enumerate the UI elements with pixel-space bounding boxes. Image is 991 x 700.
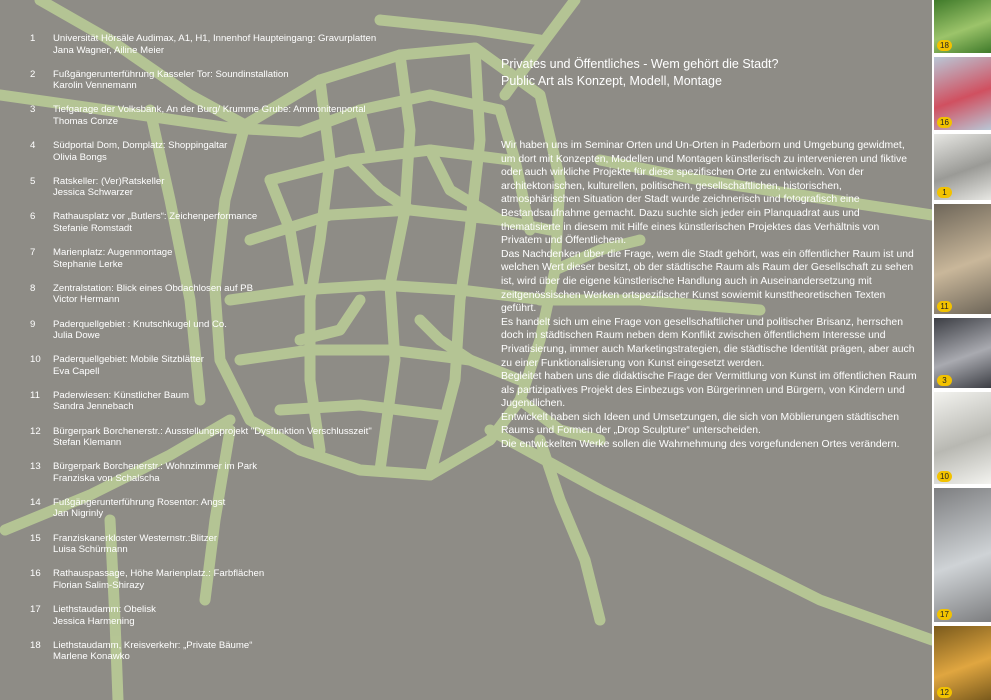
project-location: Südportal Dom, Domplatz: Shoppingaltar [53,140,228,152]
thumbnail-badge: 10 [937,471,952,482]
project-artist: Stephanie Lerke [53,258,123,270]
project-artist: Florian Salim-Shirazy [53,579,145,591]
project-location: Paderquellgebiet : Knutschkugel und Co. [53,318,227,330]
project-number: 15 [30,532,41,544]
project-artist: Julia Dowe [53,330,100,341]
paragraph: Wir haben uns im Seminar Orten und Un-Orten in Paderborn und Umgebung gewidmet, um dort mit Konzepten, Modellen und Montagen künstlerisch zu intervenieren und fiktive oder auch wirkliche Projekte für diese spezifischen Orte zu entwickeln. Von der architektonischen, kulturellen, politischen, gesellschaftlichen, historischen, atmosphärischen Situation der Stadt wurde zeichnerisch und fotografisch eine Bestandsaufnahme gemacht. Dazu suchte sich jeder ein Planquadrat aus und thematisierte in diesem mit Hilfe eines künstlerischen Projektes das Verhältnis von Privatem und Öffentlichem. [501,140,908,247]
project-number: 13 [30,461,41,473]
project-number: 8 [30,282,36,294]
project-number: 10 [30,354,41,366]
project-number: 1 [30,33,36,44]
map-street [540,440,600,620]
list-item [30,426,450,462]
intro-body [501,139,921,452]
title-line-2: Public Art als Konzept, Modell, Montage [501,73,722,88]
project-artist: Thomas Conze [53,115,119,127]
project-number: 7 [30,247,36,259]
project-artist: Jana Wagner, Ailine Meier [53,44,165,56]
thumbnail-photo [934,626,991,700]
project-artist: Stefanie Romstadt [53,222,132,234]
map-street [490,430,932,640]
project-artist: Jessica Schwarzer [53,187,133,199]
list-item [30,497,450,533]
list-item [30,568,450,604]
project-artist: Sandra Jennebach [53,401,134,413]
project-location: Fußgängerunterführung Kasseler Tor: Soundinstallation [53,68,289,80]
list-item [30,247,450,283]
project-location: Marienplatz: Augenmontage [53,247,173,259]
page-title [501,56,921,89]
thumbnail-photo [934,392,991,484]
thumbnail-badge: 11 [937,301,952,312]
project-number: 6 [30,211,36,223]
list-item [30,140,450,176]
list-item [30,461,450,497]
project-artist: Jan Nigrinly [53,508,104,520]
thumbnail-photo [934,488,991,622]
project-artist: Marlene Konawko [53,651,130,663]
project-number: 18 [30,639,41,651]
project-number: 9 [30,318,36,330]
thumbnail-photo [934,318,991,388]
project-artist: Victor Hermann [53,294,120,306]
paragraph: Begleitet haben uns die didaktische Frage der Vermittlung von Kunst im öffentlichen Raum als partizipatives Projekt des Einbezugs von Bürgerinnen und Bürgern, von Kindern und Jugendlichen. [501,371,917,410]
thumbnail-photo [934,134,991,200]
list-item [30,640,450,676]
project-artist: Eva Capell [53,365,100,377]
project-location: Liethstaudamm, Kreisverkehr: „Private Bäume“ [53,639,253,651]
thumbnail-badge: 17 [937,609,952,620]
project-number: 12 [30,425,41,437]
project-location: Bürgerpark Borchenerstr.: Wohnzimmer im Park [53,461,258,473]
project-location: Paderquellgebiet: Mobile Sitzblätter [53,354,204,366]
list-item [30,69,450,105]
project-location: Franziskanerkloster Westernstr.:Blitzer [53,532,218,544]
paragraph: Die entwickelten Werke sollen die Wahrnehmung des vorgefundenen Ortes verändern. [501,439,900,451]
project-location: Rathauspassage, Höhe Marienplatz.: Farbflächen [53,568,265,580]
list-item [30,33,450,69]
project-number: 2 [30,68,36,80]
list-item [30,211,450,247]
thumbnail-photo [934,57,991,130]
thumbnail-photo [934,204,991,314]
project-artist: Olivia Bongs [53,151,107,163]
project-number: 3 [30,104,36,116]
project-artist: Karolin Vennemann [53,80,137,92]
project-artist: Stefan Klemann [53,437,122,449]
project-location: Tiefgarage der Volksbank, An der Burg/ Krumme Grube: Ammonitenportal [53,104,366,116]
paragraph: Das Nachdenken über die Frage, wem die Stadt gehört, was ein öffentlicher Raum ist und welchen Wert dieser besitzt, ob der städtische Raum als Raum der Gesellschaft zu sehen ist, wird über die eigene künstlerische Handlung auch in Auseinandersetzung mit zeitgenössischen Werken ortspezifischer Kunst sowiemit kunsttheoretischen Texten geführt. [501,248,914,315]
list-item [30,176,450,212]
project-location: Rathausplatz vor „Butlers“: Zeichenperformance [53,211,258,223]
project-location: Liethstaudamm: Obelisk [53,604,156,615]
title-line-1: Privates und Öffentliches - Wem gehört die Stadt? [501,57,779,71]
project-list [30,33,450,675]
list-item [30,104,450,140]
project-artist: Jessica Harmening [53,615,135,627]
paragraph: Entwickelt haben sich Ideen und Umsetzungen, die sich von Möblierungen städtischen Raums und Formen der „Drop Sculpture“ unterscheiden. [501,411,899,437]
thumbnail-badge: 12 [937,687,952,698]
thumbnail-badge: 1 [937,187,952,198]
project-location: Universität Hörsäle Audimax, A1, H1, Innenhof Haupteingang: Gravurplatten [53,33,377,44]
list-item [30,319,450,355]
project-artist: Franziska von Schalscha [53,472,160,484]
project-number: 16 [30,568,41,580]
project-number: 4 [30,140,36,152]
list-item [30,354,450,390]
thumbnail-photo [934,0,991,53]
list-item [30,533,450,569]
thumbnail-strip [932,0,991,700]
project-location: Zentralstation: Blick eines Obdachlosen auf PB [53,282,253,294]
project-location: Ratskeller: (Ver)Ratskeller [53,175,165,187]
thumbnail-badge: 3 [937,375,952,386]
project-number: 11 [30,389,40,401]
project-number: 5 [30,175,36,187]
paragraph: Es handelt sich um eine Frage von gesellschaftlicher und politischer Brisanz, herrschen doch im städtischen Raum neben dem Konflikt zwischen öffentlichem Interesse und Privatisierung, immer auch Marketingstrategien, die städtische Identität prägen, aber auch zu einer Funktionalisierung von Kunst eingesetzt werden. [501,316,915,369]
list-item [30,604,450,640]
project-number: 14 [30,496,41,508]
project-location: Paderwiesen: Künstlicher Baum [53,389,189,401]
list-item [30,390,450,426]
project-location: Fußgängerunterführung Rosentor: Angst [53,496,226,508]
project-location: Bürgerpark Borchenerstr.: Ausstellungsprojekt "Dysfunktion Verschlusszeit" [53,425,372,437]
thumbnail-badge: 16 [937,117,952,128]
list-item [30,283,450,319]
project-number: 17 [30,604,41,615]
intro-text-block [501,56,921,452]
thumbnail-badge: 18 [937,40,952,51]
project-artist: Luisa Schürmann [53,544,128,556]
